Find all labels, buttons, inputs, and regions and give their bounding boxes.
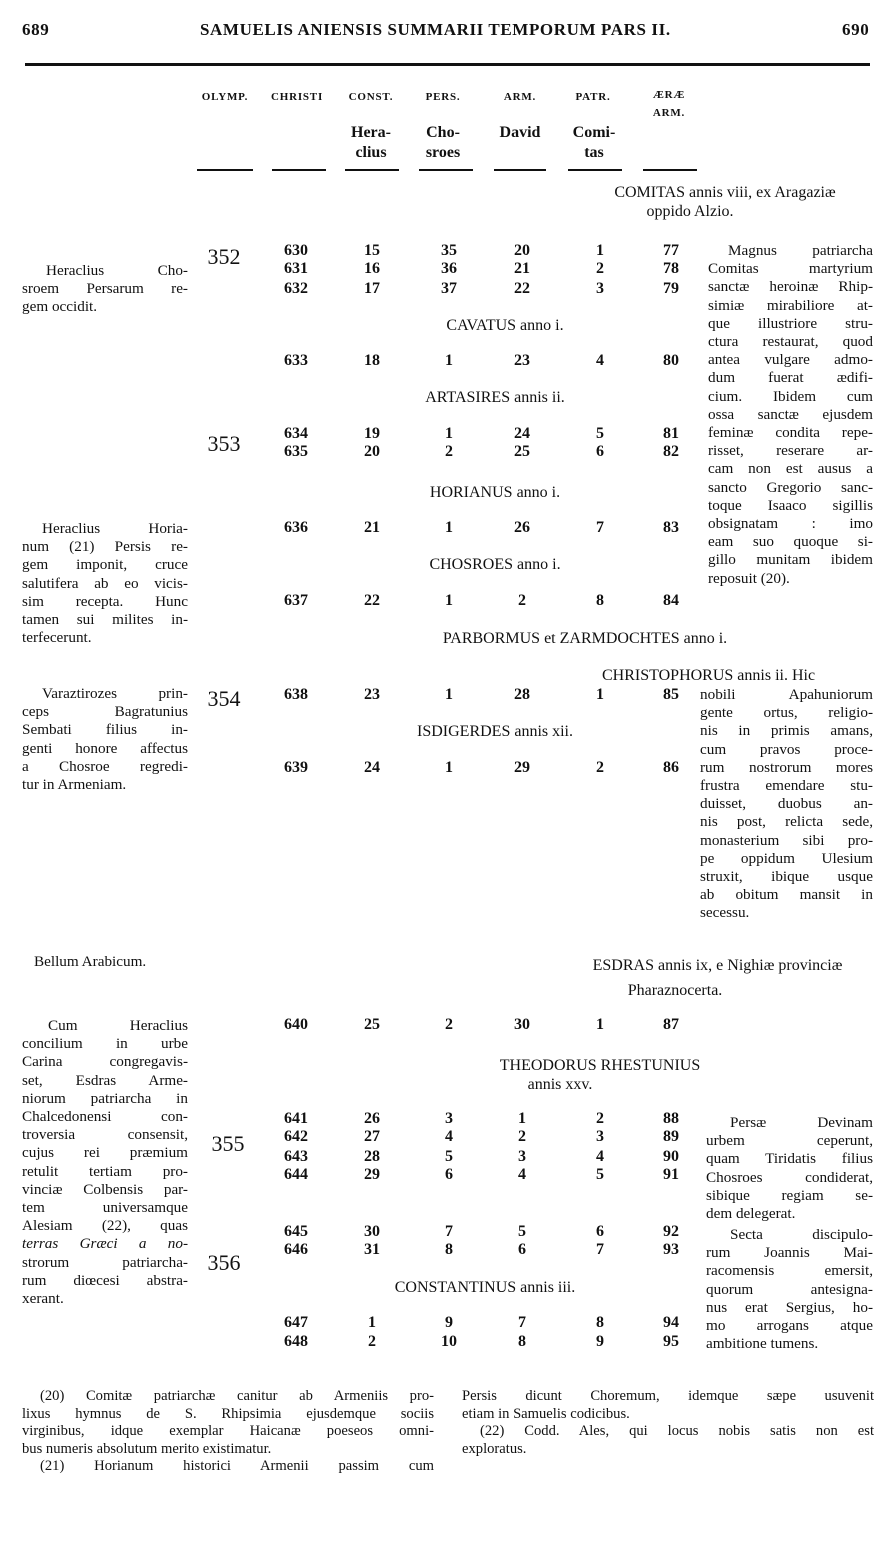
footnote-line: etiam in Samuelis codicibus. [462,1405,630,1422]
patr-sub-2: tas [584,144,604,161]
note-line: Cum Heraclius [48,1017,188,1034]
cell-aera: 89 [663,1128,679,1145]
olympiad-353: 353 [207,431,241,456]
cell-christi: 646 [284,1241,308,1258]
pers-sub-1: Cho- [426,124,460,141]
note-line: troversia consensit, [22,1126,188,1144]
note-line: ambitione tumens. [706,1335,819,1353]
left-note-esdras [22,1017,188,1308]
note-line: eam suo quoque si- [708,533,873,551]
cell-pers: 3 [445,1110,453,1127]
cell-const: 23 [364,686,380,703]
cell-christi: 630 [284,242,308,259]
cell-patr: 5 [596,425,604,442]
note-line: gente ortus, religio- [700,704,873,722]
cell-arm: 5 [518,1223,526,1240]
arm-sub: David [499,124,541,141]
cell-patr: 4 [596,1148,604,1165]
col-aera: ÆRÆ [652,89,686,101]
running-title: SAMUELIS ANIENSIS SUMMARII TEMPORUM PARS II. [200,20,671,39]
note-line: quam Tiridatis filius [706,1150,873,1168]
note-line: quorum antesigna- [706,1280,873,1298]
cell-patr: 4 [596,352,604,369]
footnote-line: virginibus, idque exemplar Haicanæ poeseos omni- [22,1423,434,1439]
cell-arm: 30 [514,1016,530,1033]
cell-aera: 95 [663,1333,679,1350]
note-line: sibique regiam se- [706,1186,873,1204]
cell-aera: 88 [663,1110,679,1127]
cell-const: 26 [364,1110,380,1127]
footnote-line: (20) Comitæ patriarchæ canitur ab Armeniis pro- [40,1388,434,1404]
right-note-secta [706,1226,873,1353]
cell-christi: 643 [284,1148,308,1165]
cell-const: 27 [364,1128,380,1145]
cell-christi: 631 [284,260,308,277]
note-line: gem occidit. [22,298,98,316]
note-line: Magnus patriarcha [728,242,873,259]
cell-pers: 1 [445,425,453,442]
cell-arm: 6 [518,1241,526,1258]
cell-const: 16 [364,260,380,277]
cell-arm: 1 [518,1110,526,1127]
cell-christi: 639 [284,759,308,776]
note-line: dem delegerat. [706,1205,796,1223]
note-line: cam non est ausus a [708,460,873,478]
note-line: niorum patriarcha in [22,1089,188,1107]
cell-arm: 22 [514,280,530,297]
col-rule [643,169,697,171]
note-line: Heraclius Cho- [46,262,188,279]
note-line: ossa sanctæ ejusdem [708,405,873,423]
note-line: ab obitum mansit in [700,886,873,904]
cell-aera: 91 [663,1166,679,1183]
note-line: ceps Bagratunius [22,703,188,721]
cell-pers: 1 [445,759,453,776]
cell-patr: 6 [596,1223,604,1240]
cell-aera: 85 [663,686,679,703]
cell-patr: 5 [596,1166,604,1183]
col-olymp: OLYMP. [201,91,249,103]
cell-pers: 10 [441,1333,457,1350]
col-arm: ARM. [503,91,537,103]
cell-pers: 36 [441,260,457,277]
cell-aera: 81 [663,425,679,442]
cell-christi: 638 [284,686,308,703]
cell-const: 18 [364,352,380,369]
cell-arm: 3 [518,1148,526,1165]
note-line: toque Isaaco sigillis [708,496,873,514]
footnotes-left [22,1388,434,1476]
note-line: simiæ mirabiliore at- [708,296,873,314]
cell-patr: 7 [596,1241,604,1258]
note-line: Varaztirozes prin- [42,685,188,702]
cell-arm: 29 [514,759,530,776]
note-line: terras Græci a no- [22,1235,188,1253]
note-line: sim recepta. Hunc [22,592,188,610]
note-line: sancto Gregorio sanc- [708,478,873,496]
cell-const: 30 [364,1223,380,1240]
cell-pers: 6 [445,1166,453,1183]
note-line: pe oppidum Ulesium [700,849,873,867]
note-line: frustra emendare stu- [700,777,873,795]
cell-const: 31 [364,1241,380,1258]
cell-arm: 28 [514,686,530,703]
note-line: set, Esdras Arme- [22,1071,188,1089]
reign-comitas-1: COMITAS annis viii, ex Aragaziæ [614,184,836,201]
note-line: Persæ Devinam [730,1114,873,1131]
col-rule [272,169,326,171]
footnote-line: exploratus. [462,1440,527,1457]
cell-christi: 640 [284,1016,308,1033]
reign-isdigerdes: ISDIGERDES annis xii. [417,723,573,740]
cell-const: 1 [368,1314,376,1331]
reign-esdras-2: Pharaznocerta. [627,982,723,999]
col-christi: CHRISTI [270,91,324,103]
cell-christi: 635 [284,443,308,460]
note-line: cium. Ibidem cum [708,387,873,405]
cell-pers: 1 [445,519,453,536]
cell-arm: 8 [518,1333,526,1350]
page-number-right: 690 [842,20,870,39]
cell-const: 28 [364,1148,380,1165]
note-line: duisset, duobus an- [700,795,873,813]
reign-artasires: ARTASIRES annis ii. [425,389,565,406]
cell-const: 29 [364,1166,380,1183]
cell-const: 24 [364,759,380,776]
note-line: retulit tertiam pro- [22,1162,188,1180]
cell-const: 17 [364,280,380,297]
reign-chosroes: CHOSROES anno i. [429,556,561,573]
note-line: ctura restaurat, quod [708,333,873,351]
cell-const: 20 [364,443,380,460]
reign-parbormus: PARBORMUS et ZARMDOCHTES anno i. [442,630,728,647]
olympiad-352: 352 [207,244,241,269]
left-note-heraclius [22,262,188,317]
cell-pers: 4 [445,1128,453,1145]
note-line: concilium in urbe [22,1035,188,1053]
olympiad-356: 356 [207,1250,241,1275]
cell-patr: 1 [596,686,604,703]
note-line: cum pravos proce- [700,740,873,758]
reign-esdras-1: ESDRAS annis ix, e Nighiæ provinciæ [592,957,843,974]
reign-horianus: HORIANUS anno i. [429,484,561,501]
note-line: Heraclius Horia- [42,520,188,537]
col-aera-arm: ARM. [652,107,686,119]
note-line: rum nostrorum mores [700,758,873,776]
cell-aera: 77 [663,242,679,259]
cell-const: 19 [364,425,380,442]
note-line: obsignatam : imo [708,515,873,533]
note-line: tem universamque [22,1199,188,1217]
note-line: struxit, ibique usque [700,868,873,886]
cell-const: 2 [368,1333,376,1350]
cell-aera: 94 [663,1314,679,1331]
right-note-persae [706,1114,873,1223]
note-line: rum diœcesi abstra- [22,1271,188,1289]
cell-const: 25 [364,1016,380,1033]
cell-christi: 634 [284,425,308,442]
cell-aera: 83 [663,519,679,536]
left-note-bellum: Bellum Arabicum. [34,953,147,970]
cell-pers: 35 [441,242,457,259]
cell-pers: 8 [445,1241,453,1258]
note-line: tur in Armeniam. [22,776,127,794]
note-line: Comitas martyrium [708,260,873,278]
note-line: urbem ceperunt, [706,1132,873,1150]
cell-pers: 37 [441,280,457,297]
footnotes-right [462,1388,874,1458]
cell-aera: 79 [663,280,679,297]
right-note-comitas [708,242,873,588]
footnote-line: Persis dicunt Choremum, idemque sæpe usuvenit [462,1388,874,1404]
note-line: nus erat Sergius, ho- [706,1298,873,1316]
note-line: xerant. [22,1290,64,1308]
note-line: secessu. [700,904,750,922]
note-line: Chosroes condiderat, [706,1168,873,1186]
note-line: Chalcedonensi con- [22,1108,188,1126]
cell-aera: 78 [663,260,679,277]
header-rule [25,63,870,66]
note-line: nis in primis amans, [700,722,873,740]
cell-pers: 2 [445,1016,453,1033]
const-sub-1: Hera- [351,124,391,141]
note-line: strorum patriarcha- [22,1253,188,1271]
cell-arm: 2 [518,592,526,609]
col-const: CONST. [348,91,394,103]
cell-christi: 648 [284,1333,308,1350]
cell-arm: 23 [514,352,530,369]
col-pers: PERS. [425,91,461,103]
left-note-varaztirozes [22,685,188,794]
col-rule [419,169,473,171]
note-line: feminæ condita repe- [708,424,873,442]
page-number-left: 689 [22,20,50,39]
reign-theodorus-1: THEODORUS RHESTUNIUS [499,1057,701,1074]
note-line: antea vulgare admo- [708,351,873,369]
cell-pers: 2 [445,443,453,460]
cell-patr: 8 [596,1314,604,1331]
cell-aera: 90 [663,1148,679,1165]
cell-arm: 24 [514,425,530,442]
cell-aera: 87 [663,1016,679,1033]
cell-patr: 2 [596,1110,604,1127]
cell-aera: 92 [663,1223,679,1240]
cell-patr: 2 [596,260,604,277]
cell-pers: 1 [445,352,453,369]
note-line: tamen sui milites in- [22,611,188,629]
cell-const: 15 [364,242,380,259]
cell-arm: 2 [518,1128,526,1145]
cell-const: 21 [364,519,380,536]
cell-patr: 7 [596,519,604,536]
note-line: Secta discipulo- [730,1226,873,1243]
cell-patr: 9 [596,1333,604,1350]
note-line: reposuit (20). [708,569,790,587]
olympiad-355: 355 [211,1131,245,1156]
cell-christi: 641 [284,1110,308,1127]
note-line: Sembati filius in- [22,721,188,739]
note-line: vinciæ Colbensis par- [22,1180,188,1198]
cell-arm: 26 [514,519,530,536]
cell-arm: 4 [518,1166,526,1183]
cell-pers: 1 [445,686,453,703]
note-line: a Chosroe regredi- [22,757,188,775]
note-line: cujus rei præmium [22,1144,188,1162]
note-line: racomensis emersit, [706,1262,873,1280]
col-rule [568,169,622,171]
cell-aera: 84 [663,592,679,609]
cell-arm: 7 [518,1314,526,1331]
cell-aera: 93 [663,1241,679,1258]
footnote-line: bus numeris absolutum merito existimatur. [22,1440,272,1457]
note-line: dum fuerat ædifi- [708,369,873,387]
col-rule [197,169,253,171]
cell-patr: 1 [596,242,604,259]
cell-christi: 642 [284,1128,308,1145]
note-line: rum Joannis Mai- [706,1244,873,1262]
cell-patr: 3 [596,1128,604,1145]
footnote-line: (22) Codd. Ales, qui locus nobis satis non est [480,1423,874,1439]
reign-cavatus: CAVATUS anno i. [446,317,564,334]
cell-pers: 1 [445,592,453,609]
patr-sub-1: Comi- [572,124,616,141]
note-line: que illustriore stru- [708,314,873,332]
reign-constantinus: CONSTANTINUS annis iii. [394,1279,576,1296]
footnote-line: (21) Horianum historici Armenii passim cum [40,1458,434,1474]
cell-aera: 80 [663,352,679,369]
note-line: salutifera ab eo vicis- [22,574,188,592]
cell-christi: 645 [284,1223,308,1240]
cell-arm: 21 [514,260,530,277]
cell-patr: 6 [596,443,604,460]
cell-arm: 25 [514,443,530,460]
note-line: gem imponit, cruce [22,556,188,574]
cell-pers: 5 [445,1148,453,1165]
const-sub-2: clius [355,144,387,161]
note-line: gillo munitam ibidem [708,551,873,569]
col-rule [345,169,399,171]
note-line: sroem Persarum re- [22,280,188,298]
col-rule [494,169,546,171]
note-line: Carina congregavis- [22,1053,188,1071]
note-line: nis post, relicta sede, [700,813,873,831]
right-note-christophorus [700,686,873,923]
cell-pers: 7 [445,1223,453,1240]
pers-sub-2: sroes [425,144,461,161]
cell-christi: 644 [284,1166,308,1183]
footnote-line: lixus hymnus de S. Rhipsimia ejusdemque sociis [22,1405,434,1422]
cell-christi: 633 [284,352,308,369]
cell-christi: 637 [284,592,308,609]
reign-theodorus-2: annis xxv. [527,1076,593,1093]
note-line: nobili Apahuniorum [700,686,873,703]
note-line: terfecerunt. [22,629,92,647]
cell-christi: 647 [284,1314,308,1331]
col-patr: PATR. [575,91,611,103]
note-line: risset, reserare ar- [708,442,873,460]
note-line: num (21) Persis re- [22,538,188,556]
cell-christi: 632 [284,280,308,297]
cell-christi: 636 [284,519,308,536]
reign-christophorus: CHRISTOPHORUS annis ii. Hic [602,667,816,684]
cell-aera: 82 [663,443,679,460]
cell-aera: 86 [663,759,679,776]
cell-pers: 9 [445,1314,453,1331]
note-line: monasterium sibi pro- [700,831,873,849]
note-line: sanctæ heroinæ Rhip- [708,278,873,296]
cell-const: 22 [364,592,380,609]
reign-comitas-2: oppido Alzio. [646,203,734,220]
cell-patr: 1 [596,1016,604,1033]
cell-patr: 2 [596,759,604,776]
cell-arm: 20 [514,242,530,259]
cell-patr: 3 [596,280,604,297]
left-note-horianus [22,520,188,647]
note-line: genti honore affectus [22,739,188,757]
note-line: Alesiam (22), quas [22,1217,188,1235]
olympiad-354: 354 [207,686,241,711]
cell-patr: 8 [596,592,604,609]
note-line: mo arrogans atque [706,1317,873,1335]
